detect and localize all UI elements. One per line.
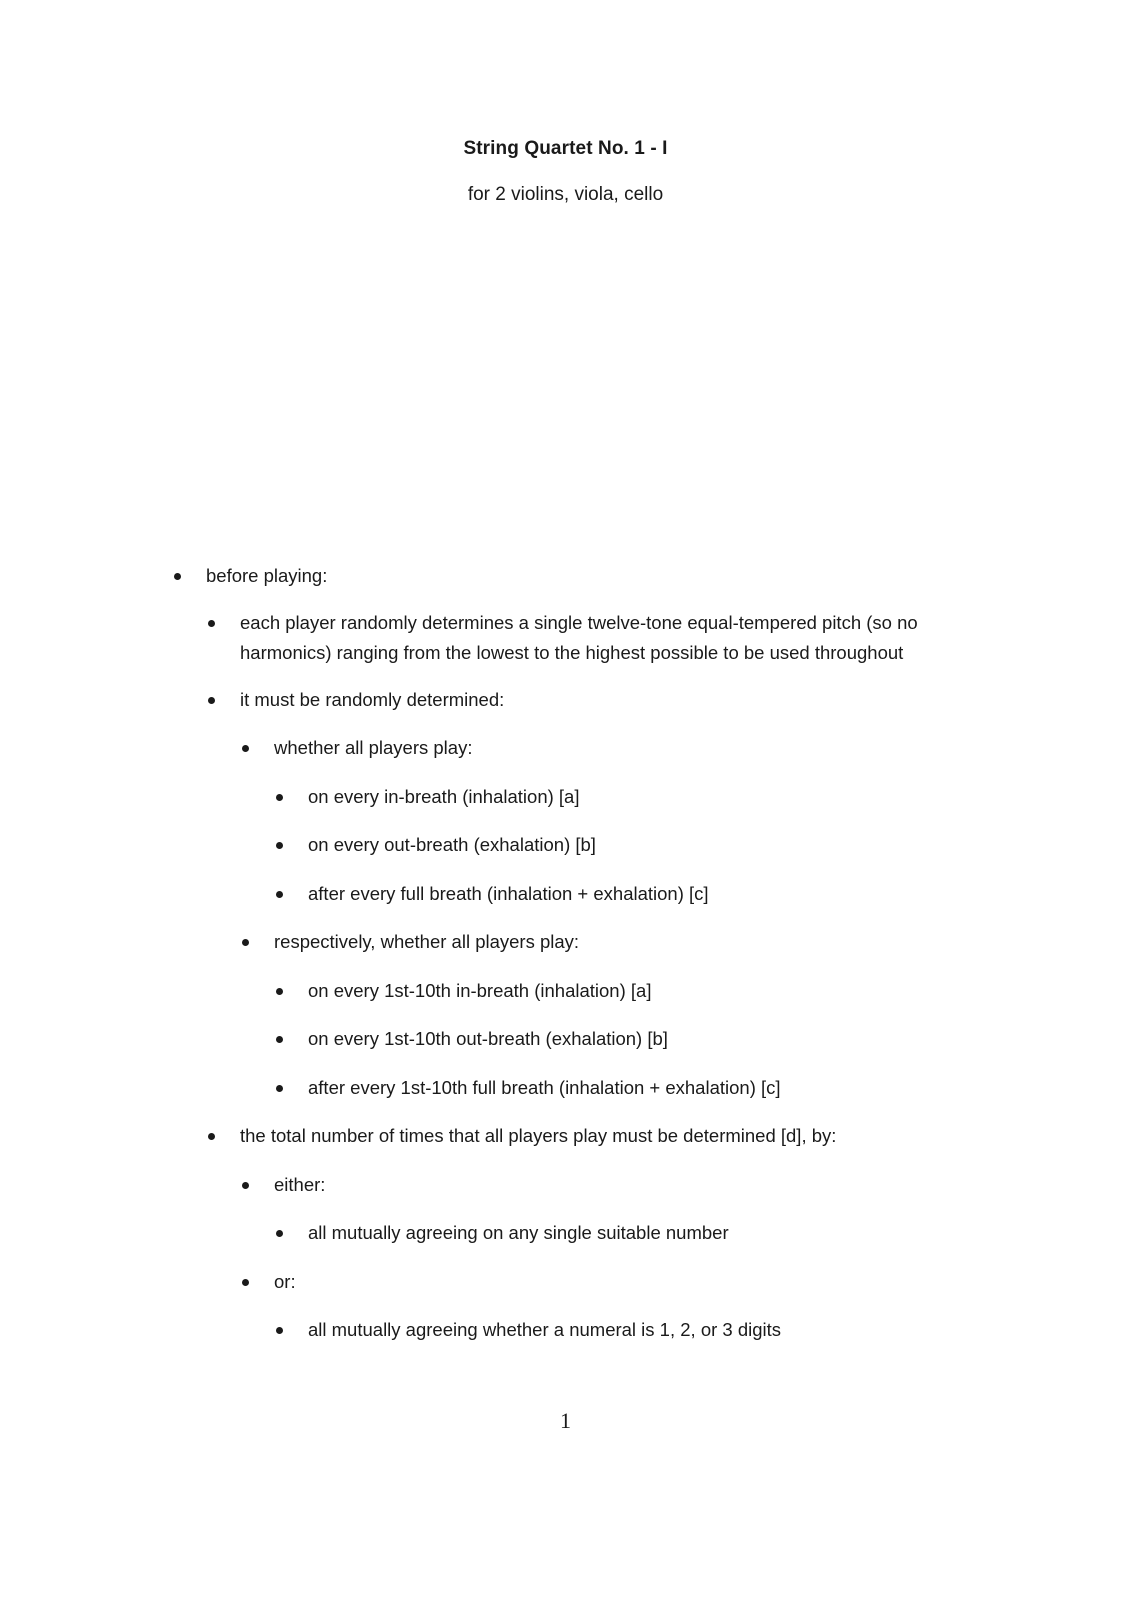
list-item-text: or: — [274, 1271, 296, 1292]
list-item-text: before playing: — [206, 565, 328, 586]
list-item-text: each player randomly determines a single twelve-tone equal-tempered pitch (so no harmonics) ranging from the lowest to the highest possible to be used throughout — [240, 612, 918, 663]
bullet-icon — [208, 697, 215, 704]
bullet-icon — [174, 573, 181, 580]
list-item — [240, 608, 1000, 668]
bullet-icon — [276, 1036, 283, 1043]
list-item — [308, 830, 998, 860]
list-item-text: respectively, whether all players play: — [274, 931, 580, 952]
bullet-icon — [276, 988, 283, 995]
bullet-icon — [276, 1327, 283, 1334]
bullet-icon — [208, 1133, 215, 1140]
list-item — [308, 976, 998, 1006]
bullet-icon — [276, 794, 283, 801]
list-item — [308, 1073, 998, 1103]
list-item-text: all mutually agreeing on any single suitable number — [308, 1222, 729, 1243]
list-item-text: it must be randomly determined: — [240, 689, 505, 710]
page-number: 1 — [560, 1408, 571, 1433]
list-item-text: on every out-breath (exhalation) [b] — [308, 834, 596, 855]
list-item — [240, 1121, 1000, 1151]
list-item-text: the total number of times that all players play must be determined [d], by: — [240, 1125, 837, 1146]
list-item-text: after every 1st-10th full breath (inhalation + exhalation) [c] — [308, 1077, 781, 1098]
list-item — [308, 1315, 998, 1345]
list-item — [274, 1170, 994, 1200]
list-item-text: on every 1st-10th out-breath (exhalation) [b] — [308, 1028, 668, 1049]
list-item-text: whether all players play: — [274, 737, 473, 758]
list-item — [308, 1218, 998, 1248]
bullet-icon — [276, 842, 283, 849]
list-item — [308, 1024, 998, 1054]
list-item — [274, 1267, 994, 1297]
bullet-icon — [242, 939, 249, 946]
bullet-icon — [276, 1085, 283, 1092]
bullet-icon — [276, 891, 283, 898]
list-item-text: after every full breath (inhalation + exhalation) [c] — [308, 883, 709, 904]
list-item-text: all mutually agreeing whether a numeral is 1, 2, or 3 digits — [308, 1319, 782, 1340]
list-item — [240, 685, 1000, 715]
bullet-icon — [242, 1279, 249, 1286]
bullet-icon — [242, 745, 249, 752]
page-subtitle: for 2 violins, viola, cello — [467, 184, 664, 205]
list-item — [274, 733, 994, 763]
page-title: String Quartet No. 1 - I — [463, 138, 668, 159]
bullet-icon — [208, 620, 215, 627]
bullet-icon — [276, 1230, 283, 1237]
bullet-icon — [242, 1182, 249, 1189]
list-item-text: either: — [274, 1174, 326, 1195]
list-item — [308, 782, 998, 812]
list-item — [206, 561, 1006, 591]
list-item — [274, 927, 994, 957]
list-item-text: on every in-breath (inhalation) [a] — [308, 786, 580, 807]
list-item — [308, 879, 998, 909]
list-item-text: on every 1st-10th in-breath (inhalation) [a] — [308, 980, 652, 1001]
